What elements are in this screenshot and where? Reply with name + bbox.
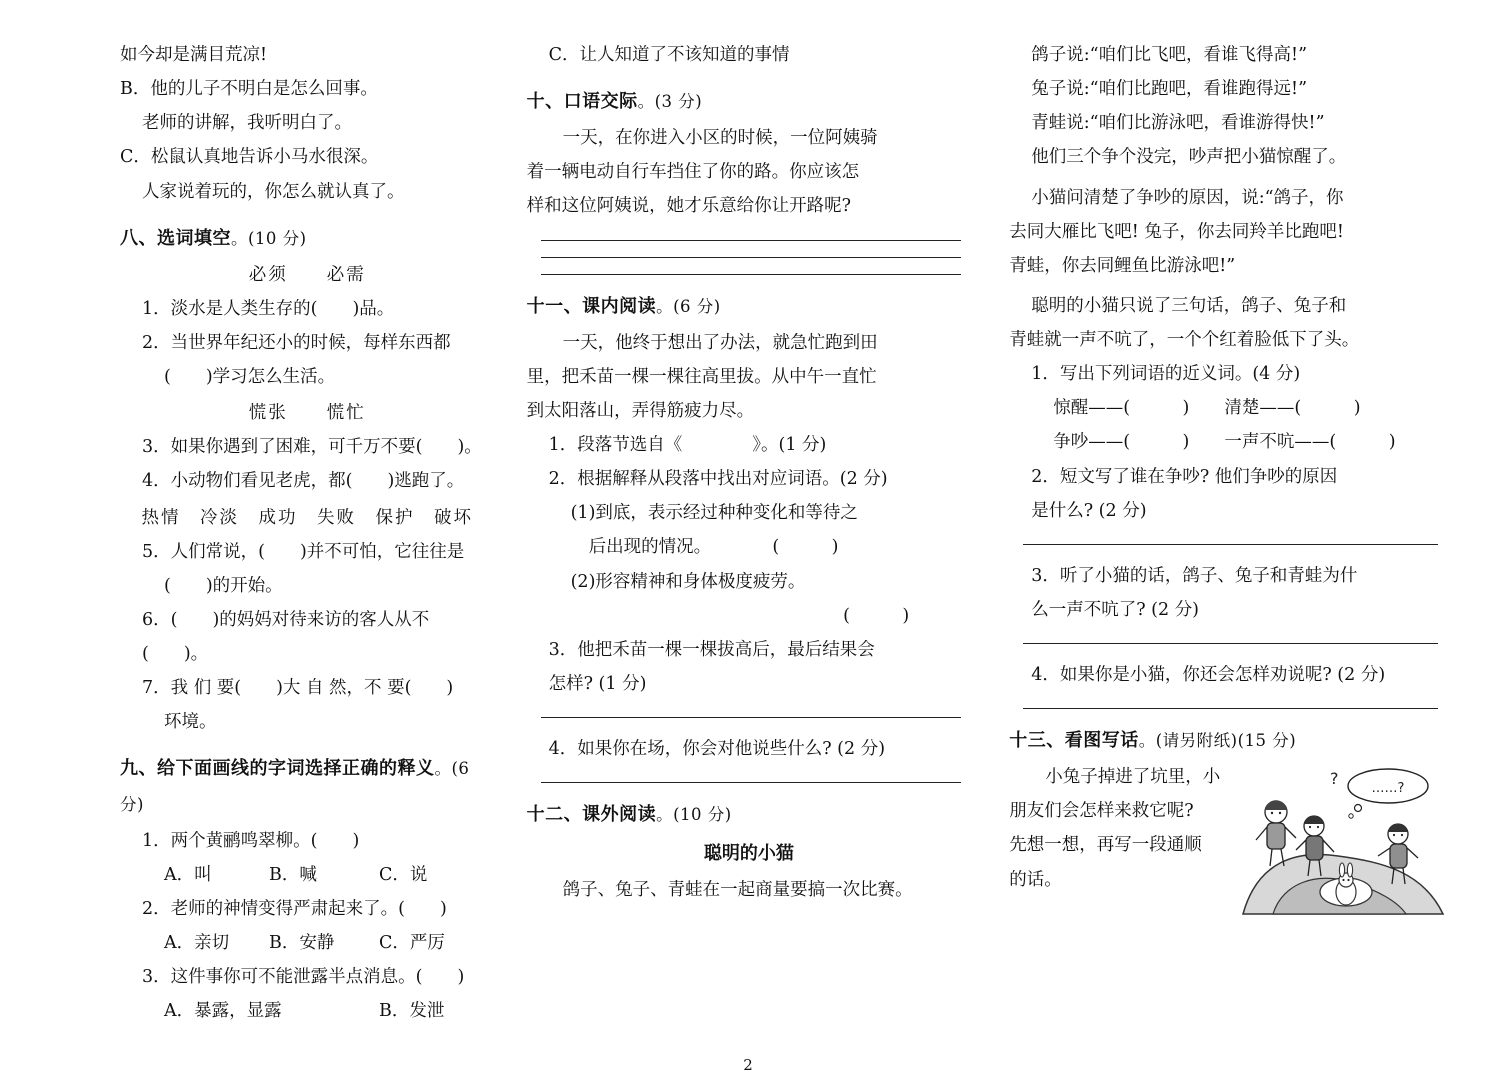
section-12-title: 十二、课外阅读	[526, 804, 657, 826]
section-9-q1-options	[120, 858, 495, 892]
carryover-line-1: 如今却是满目荒凉!	[120, 45, 268, 65]
answer-line[interactable]	[1023, 544, 1438, 545]
story-line-2: 兔子说:“咱们比跑吧，看谁跑得远!”	[1031, 79, 1308, 100]
section-9-q2-option-b[interactable]: B．安静	[269, 933, 335, 954]
section-13-heading	[1009, 723, 1448, 758]
column-middle	[509, 38, 988, 1078]
section-11-q2: 2．根据解释从段落中找出对应词语。(2 分)	[548, 469, 888, 490]
reading-q2-line1: 2．短文写了谁在争吵? 他们争吵的原因	[1031, 466, 1338, 487]
word-bank-3: 热情 冷淡 成功 失败 保护 破坏	[141, 507, 474, 528]
section-12-score: 。(10 分)	[656, 805, 732, 825]
carryover-line-5: 人家说着玩的，你怎么就认真了。	[142, 181, 405, 202]
section-10-body-line2: 着一辆电动自行车挡住了你的路。你应该怎	[526, 162, 860, 183]
reading-q1-line1: 惊醒——( ) 清楚——( )	[1053, 398, 1361, 419]
section-10-body-line3: 样和这位阿姨说，她才乐意给你让开路呢?	[526, 196, 851, 217]
reading-passage-title: 聪明的小猫	[703, 843, 794, 865]
column-left	[30, 38, 509, 1078]
picture-prompt-illustration	[1238, 764, 1448, 924]
answer-line[interactable]	[541, 257, 962, 258]
section-13-line4: 的话。	[1009, 869, 1062, 890]
section-13-title: 十三、看图写话	[1009, 730, 1139, 752]
section-11-title: 十一、课内阅读	[526, 295, 657, 317]
story2-line-1: 小猫问清楚了争吵的原因，说:“鸽子，你	[1031, 187, 1344, 208]
svg-text:?: ?	[1329, 769, 1339, 789]
section-8-heading	[120, 221, 495, 256]
carryover-line-2: B．他的儿子不明白是怎么回事。	[120, 79, 378, 100]
word-bank-1: 必须 必需	[248, 264, 366, 285]
section-11-body-line3: 到太阳落山，弄得筋疲力尽。	[526, 400, 755, 421]
section-9-q2-option-c[interactable]: C．严厉	[379, 933, 445, 954]
section-8-q6: 6．( )的妈妈对待来访的客人从不( )。	[142, 609, 430, 665]
section-12-heading	[527, 797, 972, 832]
story3-line-1: 聪明的小猫只说了三句话，鸽子、兔子和	[1031, 295, 1347, 316]
section-8-score: 。(10 分)	[231, 228, 307, 248]
section-8-q7-line2: 环境。	[164, 712, 217, 733]
section-13-line3: 先想一想，再写一段通顺	[1009, 835, 1202, 856]
carryover-line-3: 老师的讲解，我听明白了。	[142, 113, 352, 134]
section-11-q2-2-blank: ( )	[843, 605, 910, 626]
section-8-q5-line1: 5．人们常说，( )并不可怕，它往往是	[142, 541, 465, 562]
section-11-q4: 4．如果你在场，你会对他说些什么? (2 分)	[548, 739, 886, 760]
story-line-3: 青蛙说:“咱们比游泳吧，看谁游得快!”	[1031, 113, 1325, 134]
section-10-title: 十、口语交际	[526, 91, 638, 113]
page-number: 2	[743, 1056, 753, 1074]
section-13-body	[1009, 760, 1448, 924]
reading-q1-line2: 争吵——( ) 一声不吭——( )	[1053, 432, 1396, 453]
answer-line[interactable]	[1023, 643, 1438, 644]
story2-line-3: 青蛙，你去同鲤鱼比游泳吧!”	[1009, 255, 1236, 276]
section-9-q1-option-b[interactable]: B．喊	[269, 864, 317, 885]
section-13-line1: 小兔子掉进了坑里，小	[1045, 767, 1221, 788]
section-11-q3-line1: 3．他把禾苗一棵一棵拔高后，最后结果会	[548, 639, 875, 660]
section-10-heading	[527, 84, 972, 119]
story-line-1: 鸽子说:“咱们比飞吧，看谁飞得高!”	[1031, 45, 1308, 65]
section-9-q2-options	[120, 926, 495, 960]
section-9-q2: 2．老师的神情变得严肃起来了。( )	[142, 898, 447, 919]
section-11-q2-1-line2: 后出现的情况。 ( )	[588, 537, 839, 558]
story-line-4: 他们三个争个没完，吵声把小猫惊醒了。	[1031, 147, 1347, 168]
section-8-q7-line1: 7．我 们 要( )大 自 然，不 要( )	[142, 678, 454, 699]
section-8-q1: 1．淡水是人类生存的( )品。	[142, 298, 395, 319]
reading-q4: 4．如果你是小猫，你还会怎样劝说呢? (2 分)	[1031, 665, 1386, 685]
section-10-body-line1: 一天，在你进入小区的时候，一位阿姨骑	[562, 128, 878, 149]
reading-passage-first-line: 鸽子、兔子、青蛙在一起商量要搞一次比赛。	[562, 880, 913, 901]
section-11-body-line2: 里，把禾苗一棵一棵往高里拔。从中午一直忙	[526, 366, 877, 387]
section-8-q3: 3．如果你遇到了困难，可千万不要( )。	[142, 437, 482, 458]
section-11-q1: 1．段落节选自《 》。(1 分)	[548, 435, 827, 456]
section-9-q1-option-c[interactable]: C．说	[379, 864, 428, 885]
section-8-q4: 4．小动物们看见老虎，都( )逃跑了。	[142, 471, 465, 492]
svg-text:……?: ……?	[1371, 781, 1405, 797]
section-9-q3: 3．这件事你可不能泄露半点消息。( )	[142, 967, 465, 988]
section-9-q3-options	[120, 994, 495, 1028]
section-9-q3-option-b[interactable]: B．发泄	[379, 1001, 445, 1022]
section-11-q2-2-line1: (2)形容精神和身体极度疲劳。	[570, 571, 806, 592]
answer-line[interactable]	[541, 717, 962, 718]
word-bank-2: 慌张 慌忙	[248, 403, 366, 424]
carryover-line-4: C．松鼠认真地告诉小马水很深。	[120, 147, 379, 168]
section-13-score: 。(请另附纸)(15 分)	[1138, 731, 1297, 751]
answer-line[interactable]	[541, 782, 962, 783]
section-8-q2-line1: 2．当世界年纪还小的时候，每样东西都	[142, 332, 451, 353]
section-8-q2-line2: ( )学习怎么生活。	[164, 367, 336, 388]
section-9-q2-option-a[interactable]: A．亲切	[164, 933, 230, 954]
answer-line[interactable]	[1023, 708, 1438, 709]
section-8-title: 八、选词填空	[120, 227, 231, 249]
reading-q2-line2: 是什么? (2 分)	[1031, 500, 1147, 521]
section-11-q2-1-line1: (1)到底，表示经过种种变化和等待之	[570, 503, 858, 524]
section-9-score: 。(6 分)	[120, 759, 470, 814]
section-8-q5-line2: ( )的开始。	[164, 575, 283, 596]
section-11-heading	[527, 289, 972, 324]
column-right	[987, 38, 1466, 1078]
reading-q1: 1．写出下列词语的近义词。(4 分)	[1031, 364, 1301, 385]
story2-line-2: 去同大雁比飞吧! 兔子，你去同羚羊比跑吧!	[1009, 221, 1344, 242]
answer-line[interactable]	[541, 274, 962, 275]
section-10-score: 。(3 分)	[637, 92, 703, 112]
section-13-line2: 朋友们会怎样来救它呢?	[1009, 801, 1194, 822]
reading-q3-line2: 么一声不吭了? (2 分)	[1031, 599, 1200, 620]
section-9-title: 九、给下面画线的字词选择正确的释义	[120, 758, 435, 780]
section-9-q3-option-a[interactable]: A．暴露，显露	[164, 1001, 282, 1022]
section-11-q3-line2: 怎样? (1 分)	[548, 673, 647, 694]
section-9-q1: 1．两个黄鹂鸣翠柳。( )	[142, 830, 360, 851]
section-9-heading	[120, 751, 495, 821]
section-9-q1-option-a[interactable]: A．叫	[164, 864, 212, 885]
story3-line-2: 青蛙就一声不吭了，一个个红着脸低下了头。	[1009, 330, 1360, 350]
carryover-option-c: C．让人知道了不该知道的事情	[548, 45, 790, 65]
answer-line[interactable]	[541, 240, 962, 241]
section-11-body-line1: 一天，他终于想出了办法，就急忙跑到田	[562, 332, 878, 353]
reading-q3-line1: 3．听了小猫的话，鸽子、兔子和青蛙为什	[1031, 565, 1358, 586]
section-11-score: 。(6 分)	[656, 296, 721, 316]
